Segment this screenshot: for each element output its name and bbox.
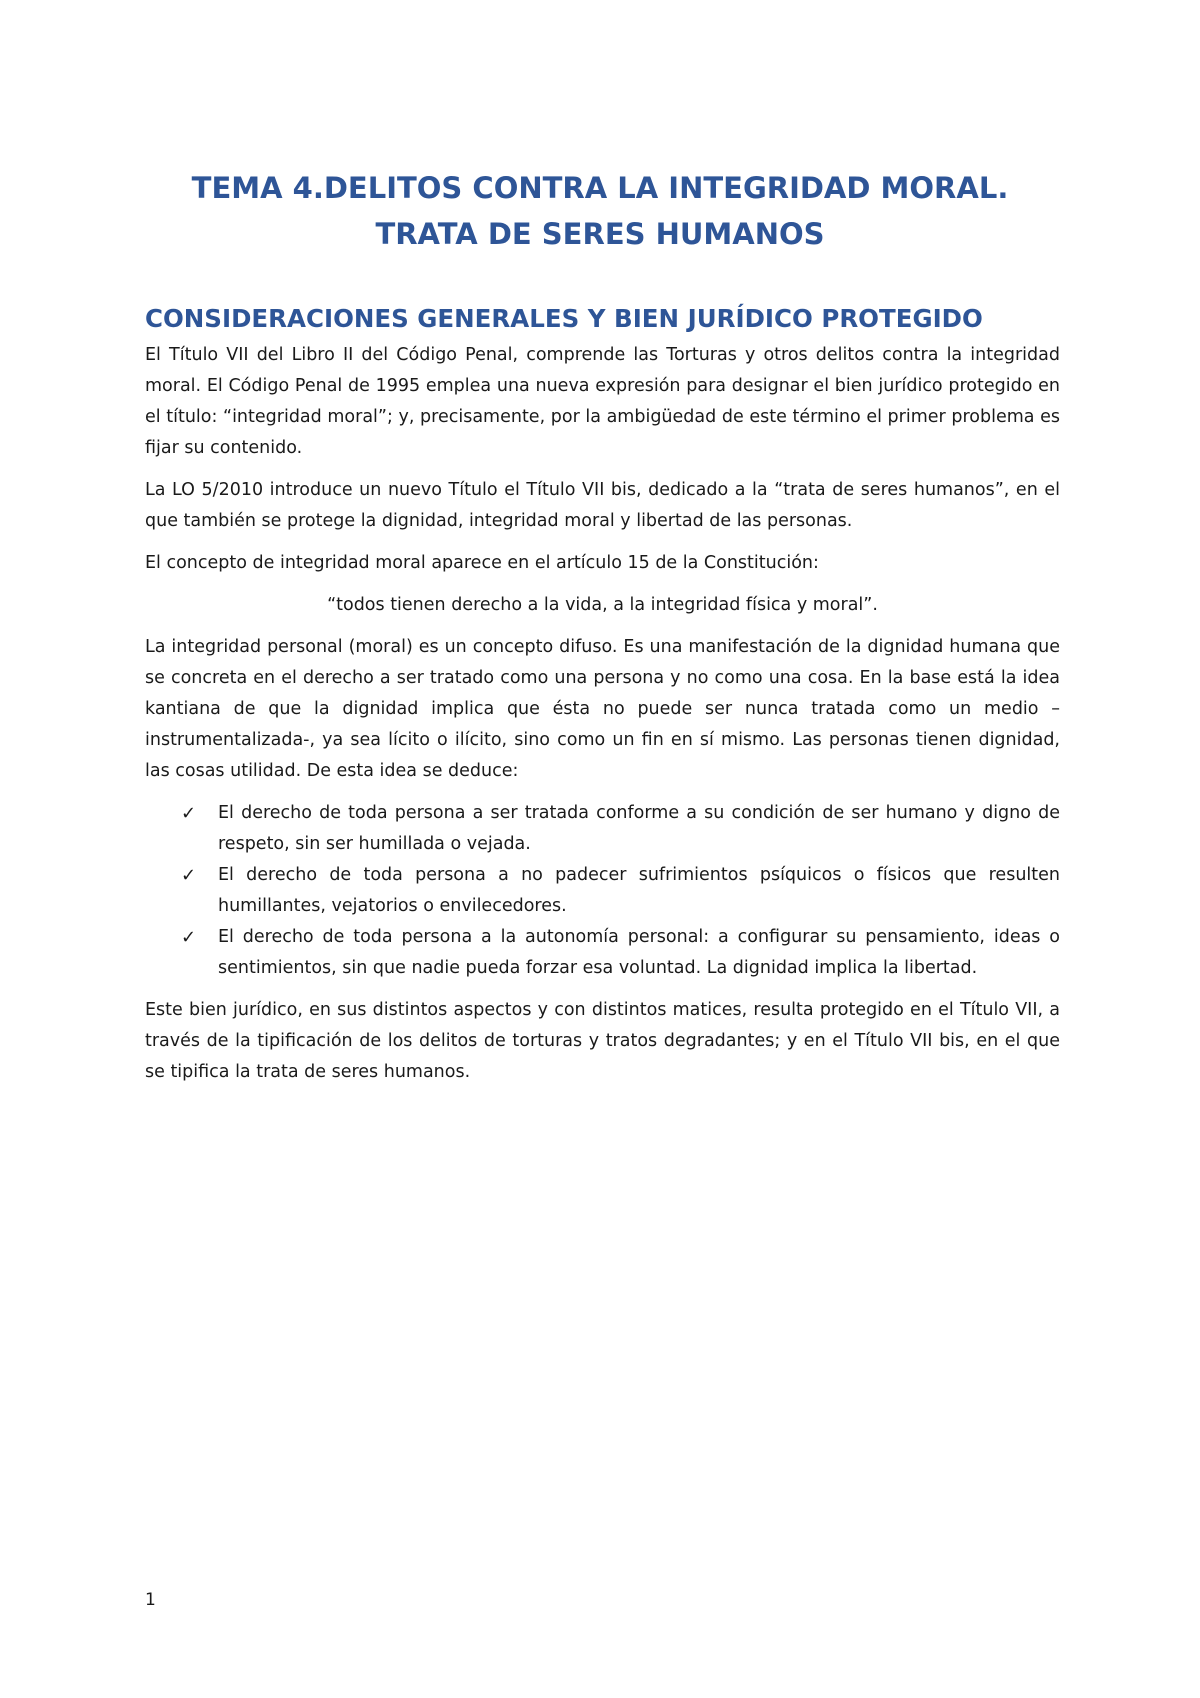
checklist-item: [145, 922, 1060, 984]
paragraph-4: La integridad personal (moral) es un concepto difuso. Es una manifestación de la dignidad humana que se concreta en el derecho a ser tratado como una persona y no como una cosa. En la base está la idea kantiana de que la dignidad implica que ésta no puede ser nunca tratada como un medio –instrumentalizada-, ya sea lícito o ilícito, sino como un fin en sí mismo. Las personas tienen dignidad, las cosas utilidad. De esta idea se deduce:: [145, 637, 1060, 781]
paragraph-1: El Título VII del Libro II del Código Penal, comprende las Torturas y otros delitos contra la integridad moral. El Código Penal de 1995 emplea una nueva expresión para designar el bien jurídico protegido en el título: “integridad moral”; y, precisamente, por la ambigüedad de este término el primer problema es fijar su contenido.: [145, 345, 1060, 458]
checklist-item: [145, 860, 1060, 922]
document-body: [145, 340, 1060, 1099]
checklist-item-text: El derecho de toda persona a la autonomía personal: a configurar su pensamiento, ideas o sentimientos, sin que nadie pueda forzar esa voluntad. La dignidad implica la libertad.: [218, 927, 1060, 978]
paragraph-3: El concepto de integridad moral aparece en el artículo 15 de la Constitución:: [145, 553, 819, 573]
checklist-item-text: El derecho de toda persona a no padecer sufrimientos psíquicos o físicos que resulten humillantes, vejatorios o envilecedores.: [218, 865, 1060, 916]
rights-checklist: [145, 798, 1060, 984]
document-title-line-2: TRATA DE SERES HUMANOS: [375, 217, 825, 251]
checkmark-icon: ✓: [181, 927, 197, 948]
checkmark-icon: ✓: [181, 803, 197, 824]
checklist-item-text: El derecho de toda persona a ser tratada conforme a su condición de ser humano y digno de respeto, sin ser humillada o vejada.: [218, 803, 1060, 854]
section-heading: CONSIDERACIONES GENERALES Y BIEN JURÍDICO PROTEGIDO: [145, 304, 983, 333]
page-number: 1: [145, 1590, 156, 1610]
checklist-item: [145, 798, 1060, 860]
constitution-quote: “todos tienen derecho a la vida, a la integridad física y moral”.: [327, 595, 878, 615]
paragraph-2: La LO 5/2010 introduce un nuevo Título el Título VII bis, dedicado a la “trata de seres humanos”, en el que también se protege la dignidad, integridad moral y libertad de las personas.: [145, 480, 1060, 531]
document-title: [140, 165, 1060, 257]
checkmark-icon: ✓: [181, 865, 197, 886]
closing-paragraph: Este bien jurídico, en sus distintos aspectos y con distintos matices, resulta protegido en el Título VII, a través de la tipificación de los delitos de torturas y tratos degradantes; y en el Título VII bis, en el que se tipifica la trata de seres humanos.: [145, 1000, 1060, 1082]
document-title-line-1: TEMA 4.DELITOS CONTRA LA INTEGRIDAD MORAL.: [191, 171, 1009, 205]
